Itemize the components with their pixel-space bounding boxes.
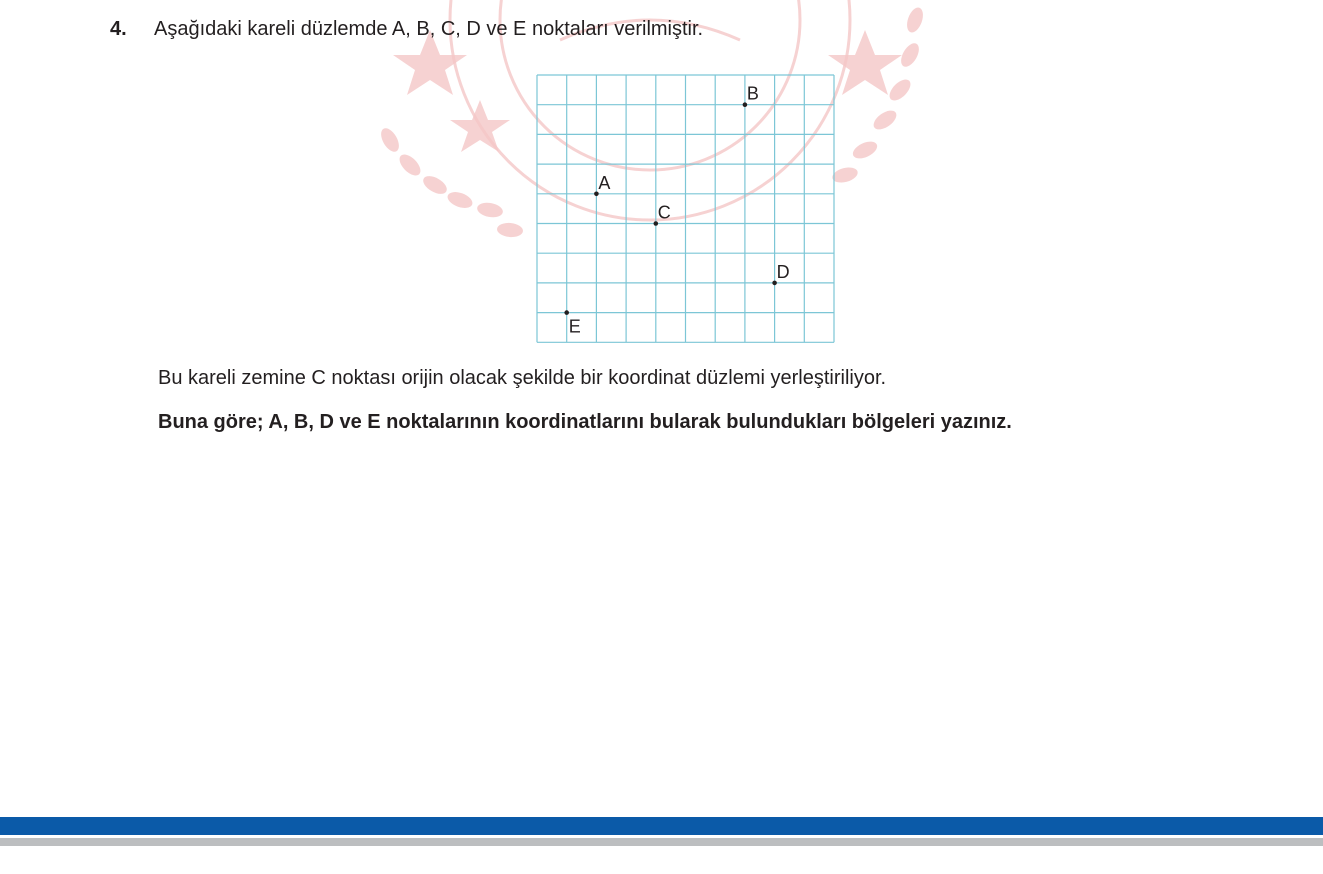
point-e-label: E [568,316,581,337]
point-a-label: A [598,172,611,193]
point-b-label: B [746,83,759,104]
point-c-label: C [657,202,671,223]
footer-blue-bar [0,817,1323,835]
point-e-dot [564,310,569,315]
footer-gray-bar [0,838,1323,846]
question-info: Bu kareli zemine C noktası orijin olacak şekilde bir koordinat düzlemi yerleştiriliyor. [158,367,887,389]
question-stem: Aşağıdaki kareli düzlemde A, B, C, D ve E noktaları verilmiştir. [154,18,704,40]
question-number: 4. [110,18,127,40]
grid-lines [537,75,834,342]
point-d-label: D [776,261,790,282]
grid-points [564,84,789,337]
question-task: Buna göre; A, B, D ve E noktalarının koordinatlarını bularak bulundukları bölgeleri yazınız. [158,411,1012,433]
square-grid-plane [532,70,838,346]
